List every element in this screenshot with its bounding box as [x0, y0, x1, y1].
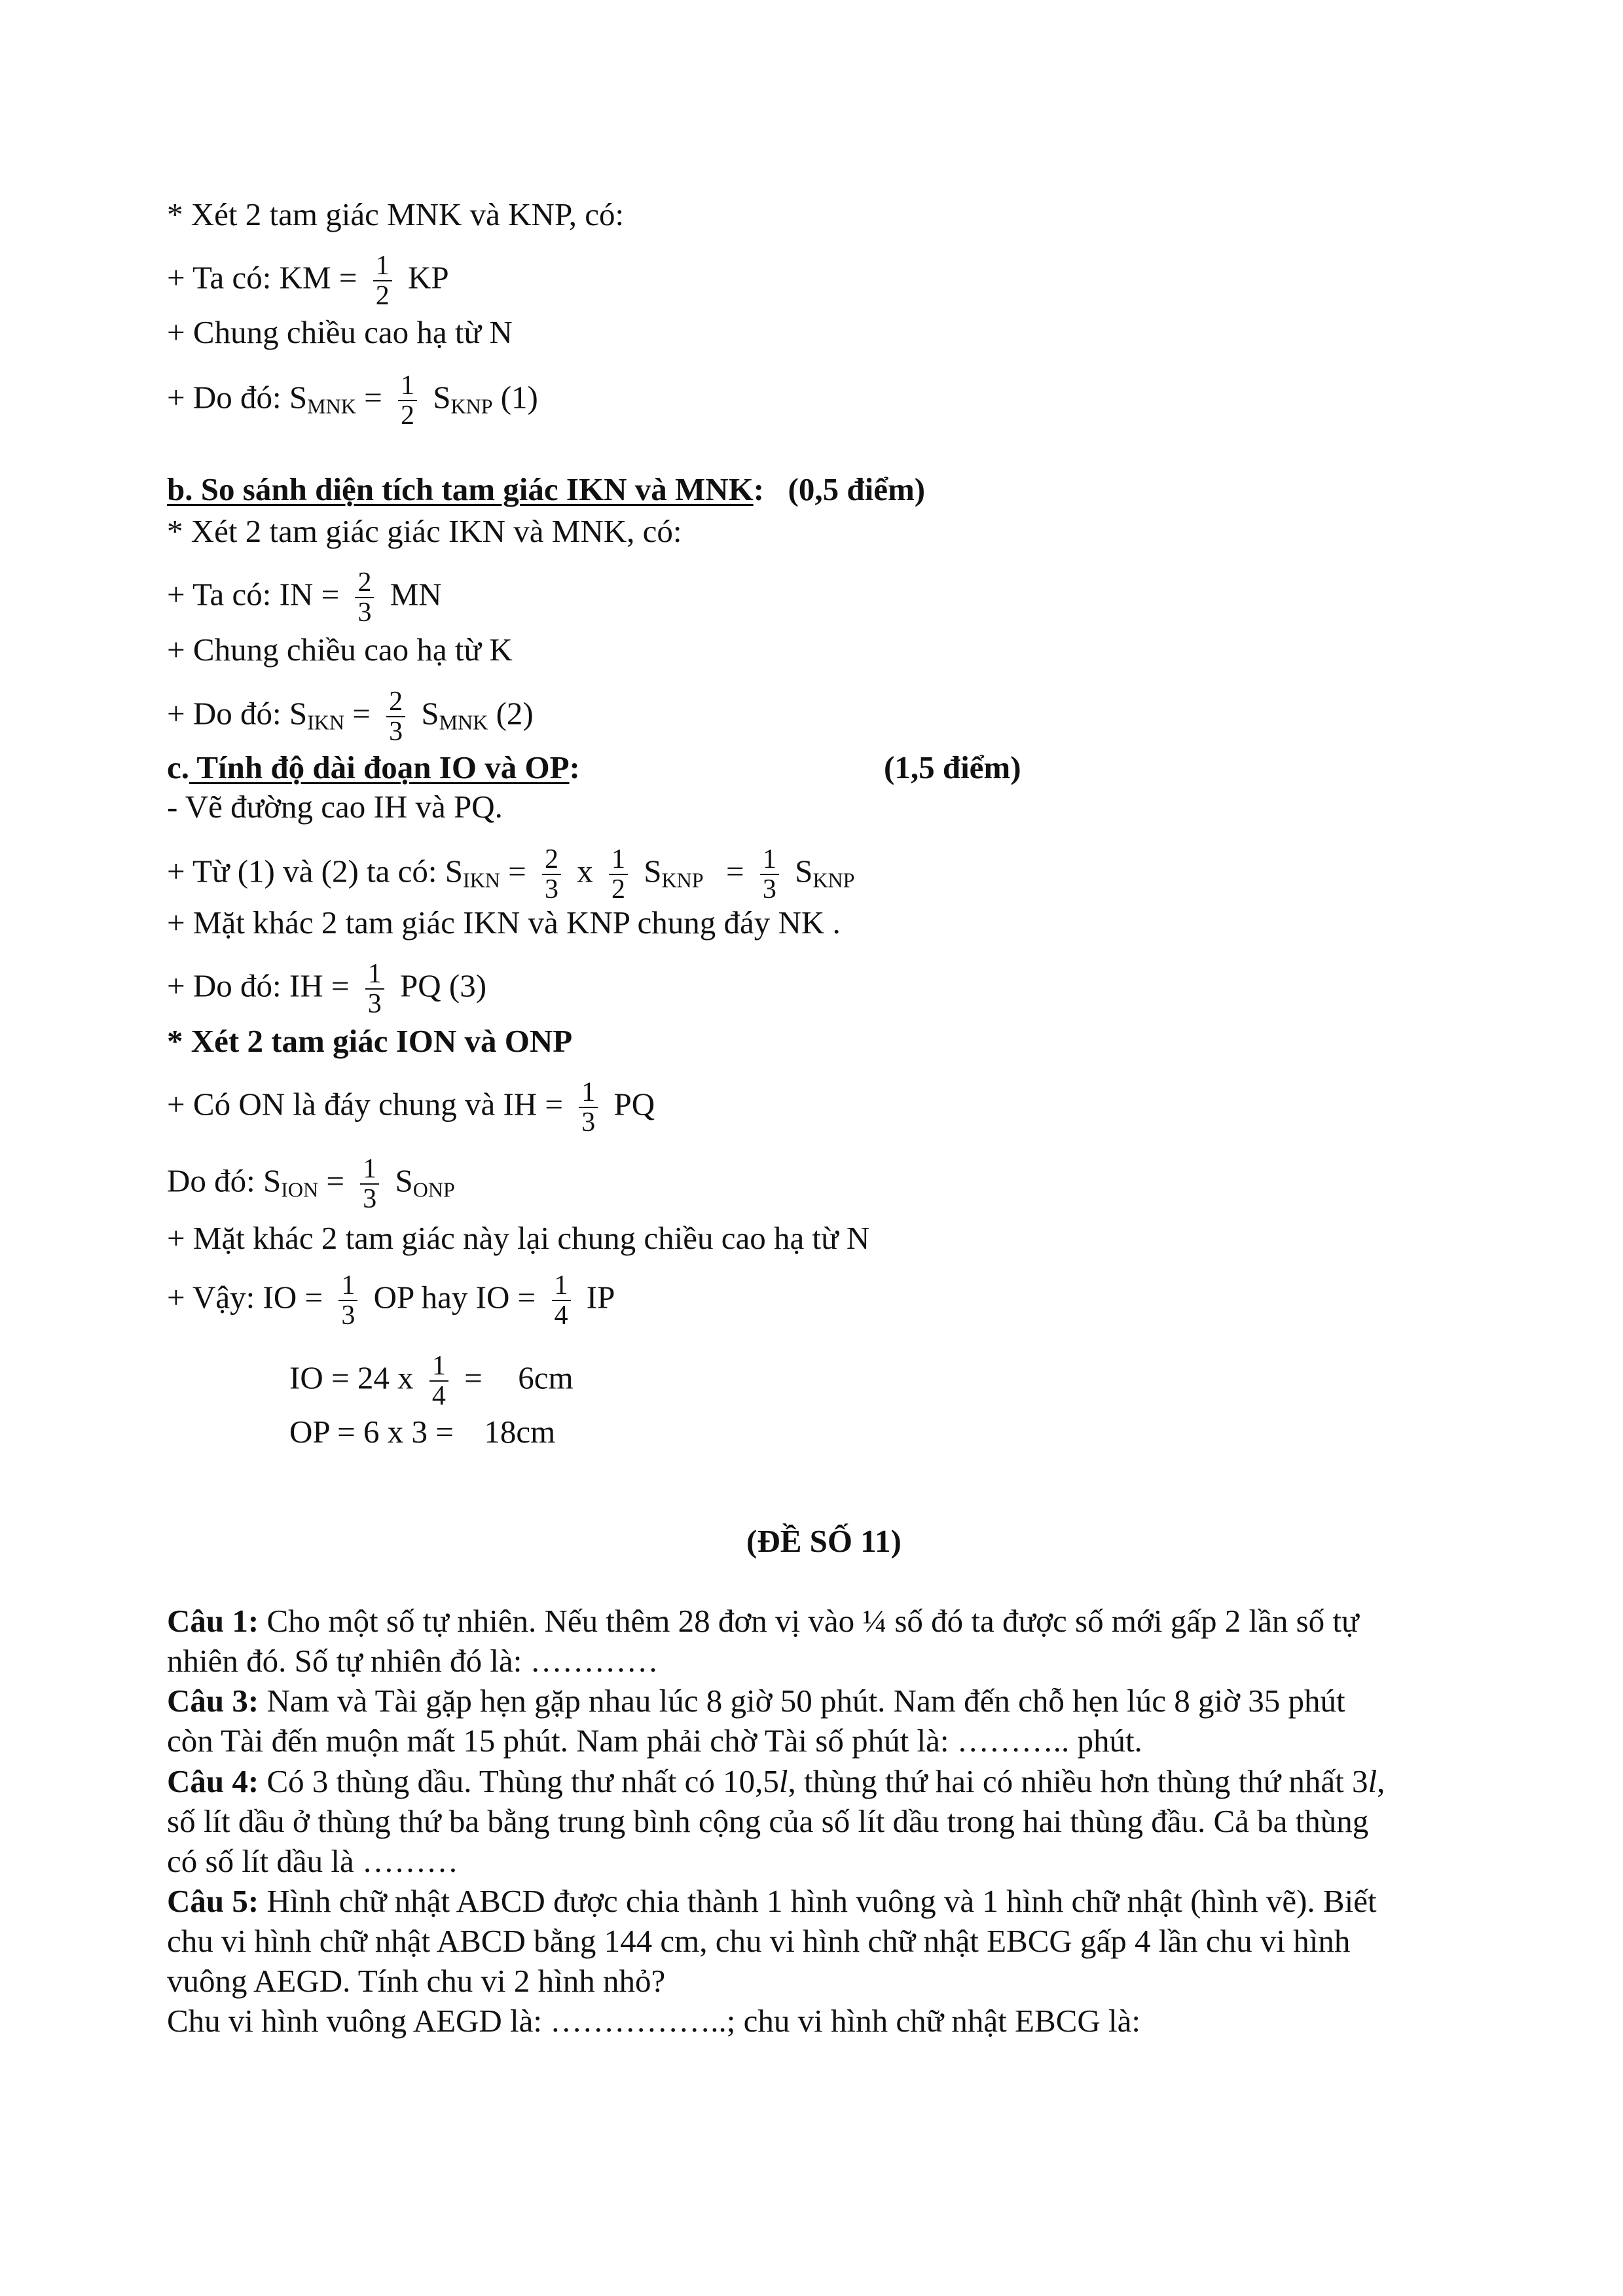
- question-4-line-1: [167, 1762, 1385, 1801]
- result: 18cm: [484, 1414, 556, 1450]
- fraction: [373, 251, 392, 310]
- text: + Vậy: IO =: [167, 1279, 323, 1316]
- subscript: IKN: [462, 868, 500, 892]
- heading-colon: :: [753, 471, 765, 507]
- numerator: 2: [389, 687, 403, 717]
- part-c-line-2: [167, 845, 854, 904]
- equals: =: [726, 853, 744, 889]
- denominator: 2: [375, 281, 390, 311]
- text: OP hay IO =: [373, 1279, 536, 1316]
- numerator: 1: [581, 1077, 596, 1107]
- denominator: 3: [357, 598, 372, 628]
- question-5-line-2: chu vi hình chữ nhật ABCD bằng 144 cm, chu vi hình chữ nhật EBCG gấp 4 lần chu vi hình: [167, 1923, 1351, 1959]
- result: 6cm: [518, 1359, 574, 1396]
- text: + Ta có: KM =: [167, 259, 357, 296]
- heading-prefix: b.: [167, 471, 193, 507]
- heading-title: Tính độ dài đoạn IO và OP: [189, 749, 570, 785]
- heading-colon: :: [569, 749, 580, 785]
- denominator: 3: [367, 989, 382, 1019]
- text: + Từ (1) và (2) ta có: S: [167, 853, 463, 889]
- question-1-line-2: nhiên đó. Số tự nhiên đó là: …………: [167, 1643, 659, 1679]
- text: Do đó: S: [167, 1162, 282, 1199]
- denominator: 2: [611, 874, 625, 905]
- text: + Có ON là đáy chung và IH =: [167, 1086, 564, 1122]
- part-c-heading: [167, 748, 580, 787]
- denominator: 3: [363, 1184, 377, 1214]
- fraction: [338, 1271, 357, 1330]
- part-a-line-1: * Xét 2 tam giác MNK và KNP, có:: [167, 196, 625, 232]
- question-3-line-2: còn Tài đến muộn mất 15 phút. Nam phải chờ Tài số phút là: ……….. phút.: [167, 1723, 1142, 1759]
- text: S: [433, 379, 451, 416]
- text: IO = 24 x: [289, 1359, 414, 1396]
- numerator: 1: [363, 1154, 377, 1184]
- text: + Do đó: S: [167, 379, 308, 416]
- fraction: [552, 1271, 571, 1330]
- text: S: [395, 1162, 413, 1199]
- numerator: 2: [357, 567, 372, 598]
- text: (2): [496, 695, 534, 732]
- fraction: [429, 1352, 448, 1410]
- fraction: [398, 371, 417, 430]
- denominator: 3: [389, 717, 403, 747]
- denominator: 4: [431, 1381, 446, 1411]
- question-4-line-3: có số lít dầu là ………: [167, 1843, 459, 1879]
- text: PQ: [613, 1086, 655, 1122]
- subscript: ONP: [412, 1177, 455, 1202]
- numerator: 1: [554, 1270, 568, 1300]
- subscript: MNK: [307, 394, 356, 418]
- numerator: 1: [431, 1351, 446, 1381]
- question-5-line-3: vuông AEGD. Tính chu vi 2 hình nhỏ?: [167, 1963, 666, 1999]
- fraction: [386, 687, 405, 746]
- text: ,: [1377, 1763, 1385, 1799]
- text: + Do đó: IH =: [167, 967, 350, 1004]
- question-label: Câu 1:: [167, 1603, 259, 1639]
- part-c-line-5: * Xét 2 tam giác ION và ONP: [167, 1023, 573, 1059]
- liter-unit: l: [1368, 1763, 1377, 1799]
- part-c-line-8: + Mặt khác 2 tam giác này lại chung chiều cao hạ từ N: [167, 1220, 870, 1256]
- heading-title: [167, 471, 754, 507]
- subscript: IKN: [307, 710, 345, 734]
- subscript: KNP: [450, 394, 493, 418]
- part-c-line-6: [167, 1078, 655, 1137]
- part-c-points: (1,5 điểm): [884, 749, 1021, 785]
- equals: =: [508, 853, 526, 889]
- points: (0,5 điểm): [788, 471, 926, 507]
- part-a-line-4: [167, 371, 538, 430]
- part-c-line-10: [289, 1352, 574, 1410]
- text: + Ta có: IN =: [167, 576, 340, 613]
- text: + Do đó: S: [167, 695, 308, 732]
- part-c-line-7: [167, 1155, 455, 1213]
- text: Cho một số tự nhiên. Nếu thêm 28 đơn vị vào ¼ số đó ta được số mới gấp 2 lần số tự: [259, 1603, 1359, 1639]
- subscript: KNP: [812, 868, 855, 892]
- fraction: [609, 845, 628, 904]
- fraction: [365, 960, 384, 1018]
- text: S: [644, 853, 662, 889]
- equals: =: [464, 1359, 483, 1396]
- subscript: KNP: [661, 868, 704, 892]
- fraction: [542, 845, 561, 904]
- question-label: Câu 5:: [167, 1883, 259, 1919]
- denominator: 3: [341, 1300, 356, 1331]
- text: KP: [407, 259, 449, 296]
- equals: =: [326, 1162, 345, 1199]
- part-b-line-2: [167, 568, 442, 627]
- text: (1): [500, 379, 538, 416]
- numerator: 1: [611, 844, 625, 874]
- text: PQ (3): [399, 967, 487, 1004]
- part-a-line-3: + Chung chiều cao hạ từ N: [167, 314, 513, 350]
- exam-number-title: (ĐỀ SỐ 11): [746, 1523, 902, 1559]
- text: S: [421, 695, 439, 732]
- question-1-line-1: [167, 1602, 1359, 1641]
- question-label: Câu 3:: [167, 1683, 259, 1719]
- text: MN: [390, 576, 442, 613]
- heading-prefix: c.: [167, 749, 189, 785]
- heading-text: So sánh diện tích tam giác IKN và MNK: [192, 471, 754, 507]
- text: OP = 6 x 3 =: [289, 1414, 454, 1450]
- times: x: [577, 853, 593, 889]
- question-5-line-1: [167, 1882, 1377, 1921]
- text: Nam và Tài gặp hẹn gặp nhau lúc 8 giờ 50 phút. Nam đến chỗ hẹn lúc 8 giờ 35 phút: [259, 1683, 1345, 1719]
- part-c-line-9: [167, 1271, 615, 1330]
- fraction: [579, 1078, 598, 1137]
- subscript: ION: [281, 1177, 319, 1202]
- part-c-line-4: [167, 960, 486, 1018]
- text: , thùng thứ hai có nhiều hơn thùng thứ nhất 3: [788, 1763, 1368, 1799]
- numerator: 1: [367, 959, 382, 989]
- numerator: 2: [545, 844, 558, 874]
- part-a-line-2: [167, 251, 449, 310]
- numerator: 1: [400, 370, 414, 401]
- question-4-line-2: số lít dầu ở thùng thứ ba bằng trung bình cộng của số lít dầu trong hai thùng đầu. Cả ba thùng: [167, 1803, 1369, 1839]
- equals: =: [352, 695, 371, 732]
- part-b-line-1: * Xét 2 tam giác giác IKN và MNK, có:: [167, 513, 682, 549]
- text: S: [795, 853, 813, 889]
- text: Hình chữ nhật ABCD được chia thành 1 hình vuông và 1 hình chữ nhật (hình vẽ). Biết: [259, 1883, 1377, 1919]
- text: IP: [586, 1279, 615, 1316]
- part-c-line-1: - Vẽ đường cao IH và PQ.: [167, 789, 503, 825]
- part-c-line-3: + Mặt khác 2 tam giác IKN và KNP chung đáy NK .: [167, 905, 841, 941]
- denominator: 3: [762, 874, 776, 905]
- numerator: 1: [375, 251, 390, 281]
- part-b-heading: [167, 470, 925, 509]
- fraction: [360, 1155, 379, 1213]
- question-5-line-4: Chu vi hình vuông AEGD là: ……………..; chu vi hình chữ nhật EBCG là:: [167, 2003, 1140, 2039]
- fraction: [760, 845, 779, 904]
- question-3-line-1: [167, 1681, 1345, 1721]
- question-label: Câu 4:: [167, 1763, 259, 1799]
- fraction: [355, 568, 374, 627]
- part-b-line-4: [167, 687, 534, 746]
- denominator: 3: [581, 1107, 596, 1138]
- denominator: 4: [554, 1300, 568, 1331]
- subscript: MNK: [439, 710, 488, 734]
- liter-unit: l: [778, 1763, 788, 1799]
- numerator: 1: [341, 1270, 356, 1300]
- denominator: 3: [545, 874, 558, 905]
- part-b-line-3: + Chung chiều cao hạ từ K: [167, 632, 513, 668]
- text: Có 3 thùng dầu. Thùng thư nhất có 10,5: [259, 1763, 779, 1799]
- numerator: 1: [762, 844, 776, 874]
- equals: =: [364, 379, 382, 416]
- part-c-line-11: [289, 1412, 555, 1452]
- denominator: 2: [400, 401, 414, 431]
